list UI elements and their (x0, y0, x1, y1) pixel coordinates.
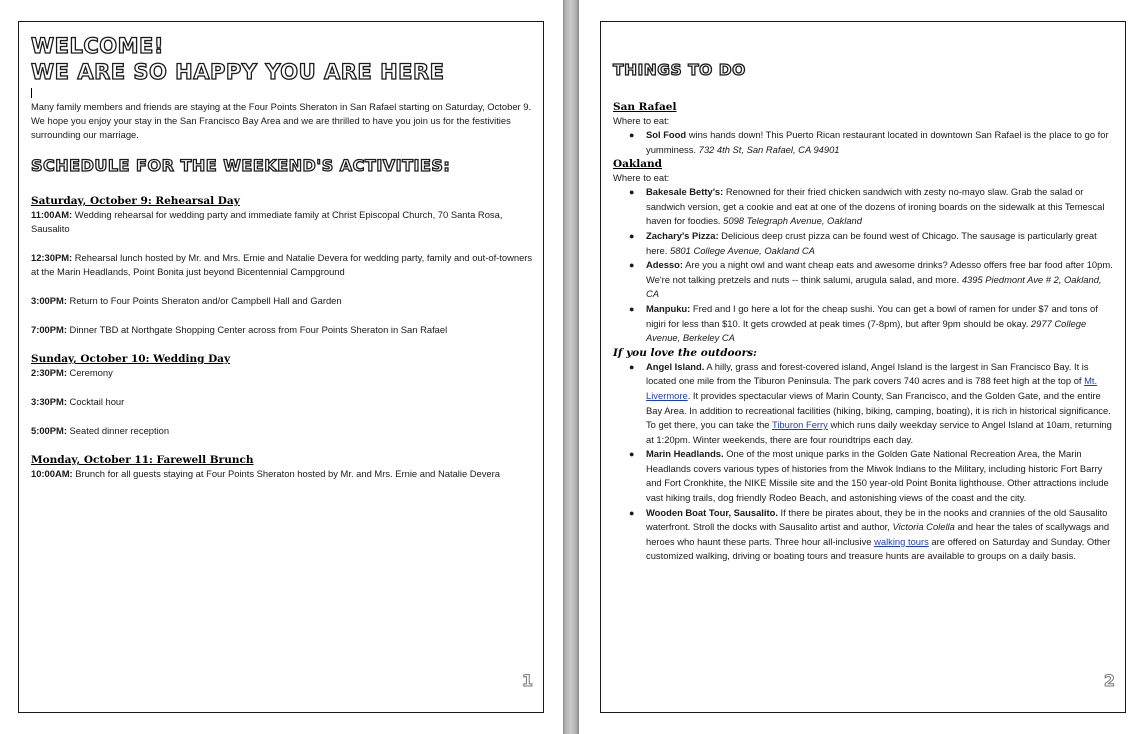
page-1-content[interactable] (31, 34, 533, 481)
event-text: Dinner TBD at Northgate Shopping Center across from Four Points Sheraton in San Rafael (66, 324, 448, 335)
place-address: 2977 College Avenue, Berkeley CA (646, 317, 1087, 344)
place-description: If there be pirates about, they be in the nooks and crannies of the old Sausalito waterfront. Stroll the docks with Sausalito artist and author, (646, 506, 1108, 533)
list-item (613, 447, 1115, 505)
day-heading-saturday: Saturday, October 9: Rehearsal Day (31, 195, 240, 207)
place-address: 5098 Telegraph Avenue, Oakland (723, 215, 862, 227)
page-gutter (563, 0, 579, 734)
place-address: 5801 College Avenue, Oakland CA (669, 244, 815, 256)
event-item (31, 208, 533, 236)
place-description: A hilly, grass and forest-covered island, Angel Island is the largest in San Francisco Bay. It is located one mile from the Tiburon Peninsula. The park covers 740 acres and is 788 feet high at the top of (646, 360, 1089, 387)
place-description: which runs daily weekday service to Angel Island at 10am, returning at 1:20pm. Winter weekends, there are four roundtrips each day. (646, 419, 1112, 445)
list-item (613, 360, 1115, 448)
event-text: Seated dinner reception (66, 425, 170, 436)
bullet-icon: ● (629, 230, 635, 241)
intro-paragraph: Many family members and friends are staying at the Four Points Sheraton in San Rafael starting on Saturday, October 9. We hope you enjoy your stay in the San Francisco Bay Area and we are thrilled to have you join us for the festivities surrounding our marriage. (31, 101, 532, 140)
bullet-icon: ● (629, 361, 635, 372)
event-item (31, 395, 533, 409)
list-item (613, 128, 1115, 157)
place-name: Bakesale Betty's: (646, 186, 724, 198)
place-name: Adesso: (646, 259, 683, 271)
place-address: 4395 Piedmont Ave # 2, Oakland, CA (646, 273, 1102, 300)
event-text: Return to Four Points Sheraton and/or Campbell Hall and Garden (66, 295, 342, 306)
place-description: wins hands down! This Puerto Rican restaurant located in downtown San Rafael is the place to go for yumminess. (646, 129, 1109, 155)
event-time: 3:00PM: (31, 295, 67, 306)
event-item (31, 467, 533, 481)
place-address: 732 4th St, San Rafael, CA 94901 (698, 143, 840, 155)
place-description: . It provides spectacular views of Marin County, San Francisco, and the Golden Gate, and the entire Bay Area. In addition to recreational facilities (hiking, biking, camping, boating), it is rich in historical significance. To get there, you can take the (646, 389, 1111, 431)
where-to-eat-label: Where to eat: (613, 115, 670, 126)
event-time: 7:00PM: (31, 324, 67, 335)
list-item (613, 258, 1115, 302)
place-name: Sol Food (646, 129, 687, 140)
bullet-icon: ● (629, 449, 635, 460)
list-item (613, 302, 1115, 346)
event-time: 3:30PM: (31, 396, 67, 407)
list-item (613, 185, 1115, 229)
outdoors-heading: If you love the outdoors: (613, 346, 757, 359)
location-heading-oakland: Oakland (613, 158, 662, 171)
place-name: Manpuku: (646, 302, 691, 314)
event-text: Cocktail hour (66, 396, 125, 407)
place-name: Zachary's Pizza: (646, 229, 719, 241)
event-item (31, 366, 533, 380)
text-cursor (31, 88, 32, 98)
day-heading-monday: Monday, October 11: Farewell Brunch (31, 454, 254, 466)
event-item (31, 294, 533, 308)
author-name: Victoria Colella (892, 521, 955, 533)
page-1[interactable] (18, 21, 544, 713)
place-description: Fred and I go here a lot for the cheap sushi. You can get a bowl of ramen for under $7 and tons of nigiri for less than $10. It gets crowded at peak times (7-8pm), but after 9pm should be okay. (646, 302, 1098, 329)
things-to-do-heading: THINGS TO DO (613, 61, 746, 79)
event-item (31, 424, 533, 438)
event-text: Rehearsal lunch hosted by Mr. and Mrs. Ernie and Natalie Devera for wedding party, family and out-of-towners at the Marin Headlands, Point Bonita just beyond Bicentennial Campground (31, 252, 533, 277)
day-heading-sunday: Sunday, October 10: Wedding Day (31, 353, 231, 365)
page-number-1: 1 (521, 671, 533, 690)
bullet-icon: ● (629, 130, 635, 140)
outdoors-list (613, 360, 1115, 564)
place-name: Wooden Boat Tour, Sausalito. (646, 506, 778, 518)
event-time: 11:00AM: (31, 209, 73, 220)
place-name: Angel Island. (646, 360, 705, 372)
walking-tours-link[interactable]: walking tours (874, 535, 929, 547)
place-description: One of the most unique parks in the Golden Gate National Recreation Area, the Marin Headlands covers various types of histories from the Miwok Indians to the Military, including historic Fort Barry and Fort Cronkhite, the NIKE Missile site and the 150 year-old Point Bonita lighthouse. Other attractions include vast hiking trails, dog friendly Rodeo Beach, and astonishing views of the coast and the city. (646, 448, 1109, 504)
welcome-heading: WELCOME! (31, 34, 164, 58)
list-item (613, 229, 1115, 258)
page-number-2: 2 (1103, 671, 1115, 690)
bullet-icon: ● (629, 187, 635, 198)
list-item (613, 506, 1115, 564)
place-description: are offered on Saturday and Sunday. Other customized walking, driving or boating tours and treasure hunts are available to groups on a daily basis. (646, 535, 1111, 562)
tiburon-ferry-link[interactable]: Tiburon Ferry (771, 419, 828, 431)
event-time: 5:00PM: (31, 425, 67, 436)
where-to-eat-label: Where to eat: (613, 172, 670, 184)
event-time: 12:30PM: (31, 252, 73, 263)
san-rafael-list (613, 128, 1115, 157)
page-2[interactable] (600, 21, 1126, 713)
event-time: 2:30PM: (31, 367, 67, 378)
bullet-icon: ● (629, 260, 635, 271)
page-2-content[interactable] (613, 60, 1115, 564)
bullet-icon: ● (629, 303, 635, 314)
bullet-icon: ● (629, 507, 635, 518)
event-item (31, 323, 533, 337)
place-description: Are you a night owl and want cheap eats and awesome drinks? Adesso offers free bar food after 10pm. We're not talking pretzels and nuts -- think salumi, arugula salad, and more. (646, 259, 1113, 285)
place-description: Delicious deep crust pizza can be found west of Chicago. The sausage is particularly great here. (646, 229, 1097, 256)
welcome-subheading: WE ARE SO HAPPY YOU ARE HERE (31, 60, 445, 84)
place-description: and hear the tales of scallywags and heroes who haunt these parts. Three hour all-inclusive (646, 521, 1110, 547)
oakland-list (613, 185, 1115, 346)
event-text: Wedding rehearsal for wedding party and immediate family at Christ Episcopal Church, 70 Santa Rosa, Sausalito (31, 209, 503, 234)
event-text: Brunch for all guests staying at Four Points Sheraton hosted by Mr. and Mrs. Ernie and Natalie Devera (72, 468, 500, 479)
location-heading-san-rafael: San Rafael (613, 101, 677, 113)
place-name: Marin Headlands. (646, 448, 724, 460)
mt-livermore-link[interactable]: Mt. Livermore (646, 375, 1098, 401)
event-text: Ceremony (66, 367, 113, 378)
event-time: 10:00AM: (31, 468, 73, 479)
place-description: Renowned for their fried chicken sandwich with zesty no-mayo slaw. Grab the salad or sandwich version, get a cookie and eat at one of the dozens of ironing boards on the sidewalk at this Temescal haven for foodies. (646, 186, 1105, 227)
event-item (31, 251, 533, 279)
schedule-heading: SCHEDULE FOR THE WEEKEND'S ACTIVITIES: (31, 156, 451, 175)
